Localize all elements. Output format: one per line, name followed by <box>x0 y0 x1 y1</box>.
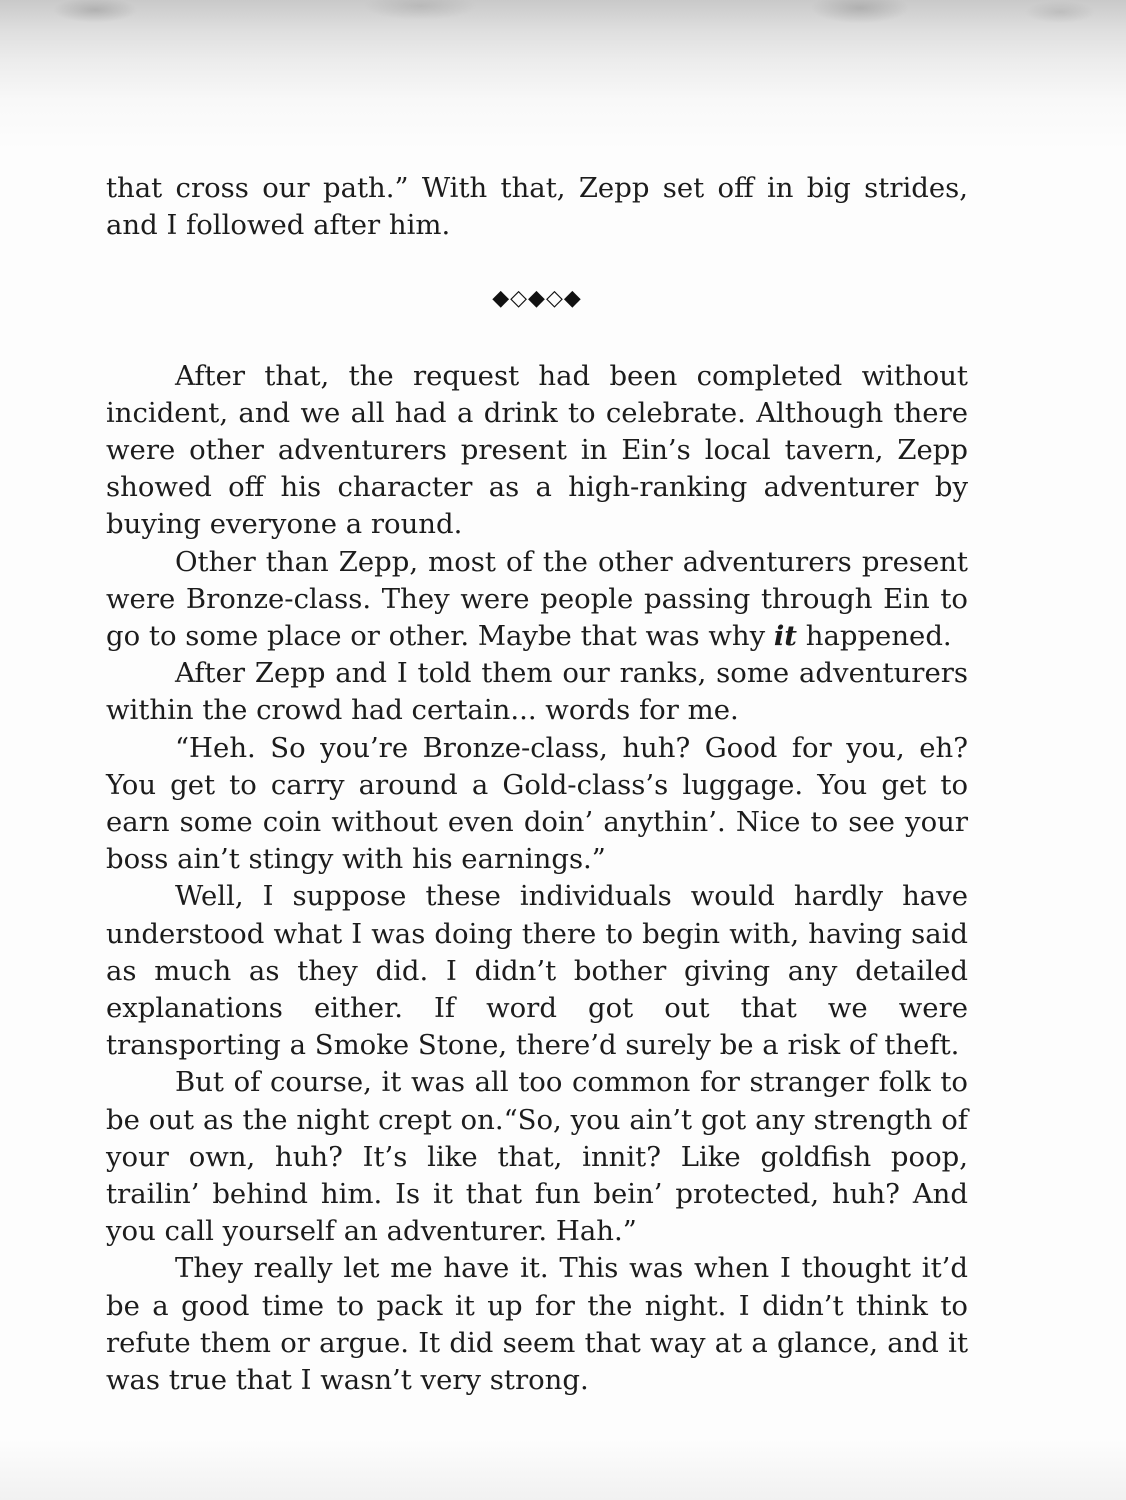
paragraph-text: Other than Zepp, most of the other adventurers present were Bronze-class. They were people passing through Ein to go to some place or other. Maybe that was why <box>106 545 968 653</box>
paragraph: After that, the request had been completed without incident, and we all had a drink to celebrate. Although there were other adventurers present in Ein’s local tavern, Zepp showed off his character as a high-ranking adventurer by buying everyone a round. <box>106 359 968 541</box>
torn-paper-edge <box>0 0 1126 150</box>
page-bottom-shade <box>0 1440 1126 1500</box>
scene-break-divider: ◆◇◆◇◆ <box>492 286 582 312</box>
paragraph: “Heh. So you’re Bronze-class, huh? Good for you, eh? You get to carry around a Gold-class’s luggage. You get to earn some coin without even doin’ anythin’. Nice to see your boss ain’t stingy with his earnings.” <box>106 731 968 876</box>
page-text <box>106 170 968 1399</box>
paragraph-continuation: that cross our path.” With that, Zepp set off in big strides, and I followed after him. <box>106 172 968 242</box>
paragraph <box>106 544 968 656</box>
paragraph: But of course, it was all too common for stranger folk to be out as the night crept on.“So, you ain’t got any strength of your own, huh? It’s like that, innit? Like goldfish poop, trailin’ behind him. Is it that fun bein’ protected, huh? And you call yourself an adventurer. Hah.” <box>106 1066 968 1248</box>
paragraph: Well, I suppose these individuals would hardly have understood what I was doing there to begin with, having said as much as they did. I didn’t bother giving any detailed explanations either. If word got out that we were transporting a Smoke Stone, there’d surely be a risk of theft. <box>106 880 968 1062</box>
emphasized-word: it <box>773 620 797 653</box>
paragraph: After Zepp and I told them our ranks, some adventurers within the crowd had certain... words for me. <box>106 657 968 727</box>
paragraph: They really let me have it. This was when I thought it’d be a good time to pack it up for the night. I didn’t think to refute them or argue. It did seem that way at a glance, and it was true that I wasn’t very strong. <box>106 1252 968 1397</box>
paragraph-text: happened. <box>797 620 952 653</box>
